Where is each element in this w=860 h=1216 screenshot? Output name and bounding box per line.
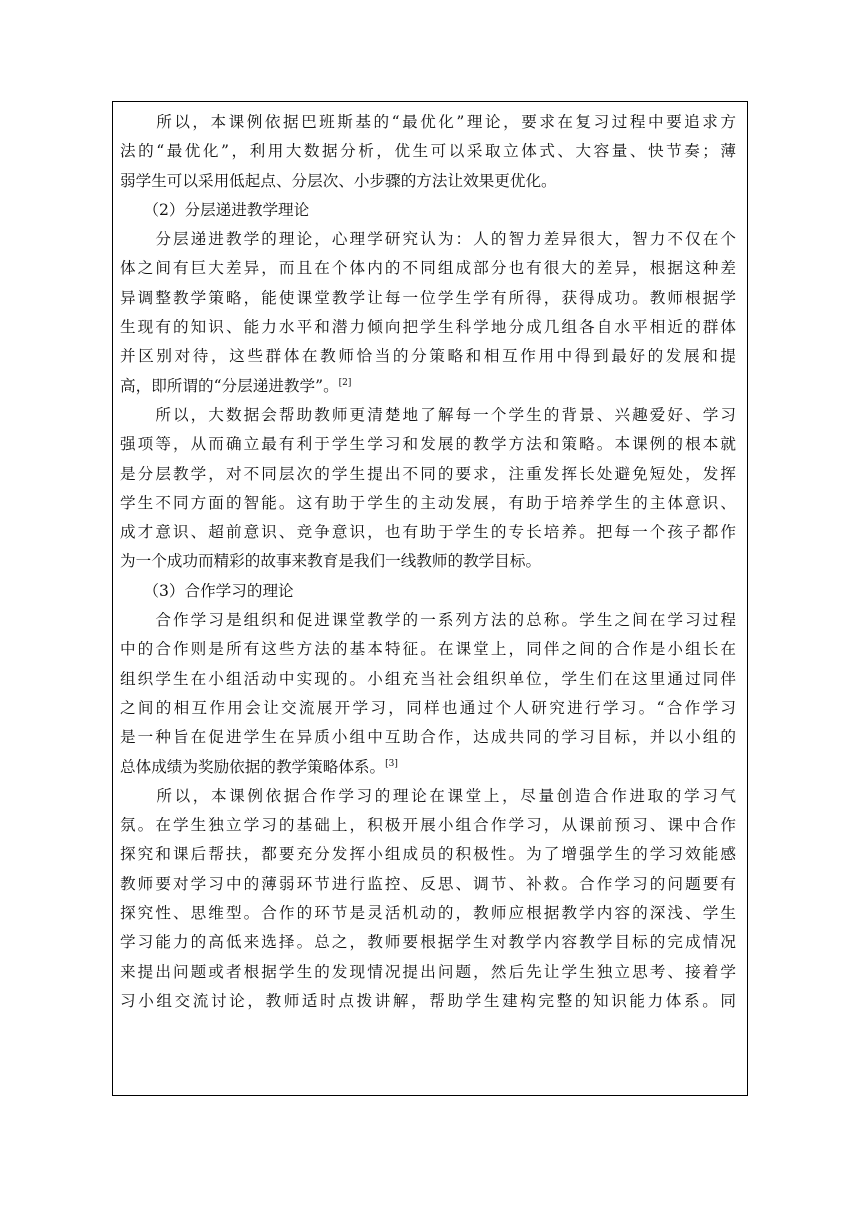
- text-line-content: 学生不同方面的智能。这有助于学生的主动发展，有助于培养学生的主体意识、: [120, 493, 736, 512]
- text-line: [120, 489, 736, 518]
- text-line-content: 氛。在学生独立学习的基础上，积极开展小组合作学习，从课前预习、课中合作: [120, 816, 736, 835]
- text-line: [120, 723, 736, 752]
- text-line: [120, 958, 736, 987]
- text-line: [120, 137, 736, 166]
- text-line: [120, 753, 736, 782]
- text-line: [120, 254, 736, 283]
- text-line-content: 之间的相互作用会让交流展开学习，同样也通过个人研究进行学习。“合作学习: [120, 698, 736, 717]
- text-line-content: （2）分层递进教学理论: [120, 200, 310, 219]
- citation-marker: [2]: [338, 377, 352, 388]
- text-line: [120, 899, 736, 928]
- text-line-content: 是分层教学，对不同层次的学生提出不同的要求，注重发挥长处避免短处，发挥: [120, 464, 736, 483]
- document-text: [120, 108, 736, 1016]
- text-line: [120, 782, 736, 811]
- text-line: [120, 987, 736, 1016]
- text-line-content: 并区别对待，这些群体在教师恰当的分策略和相互作用中得到最好的发展和提: [120, 347, 736, 366]
- text-line: [120, 225, 736, 254]
- text-line: [120, 928, 736, 957]
- text-line-content: 是一种旨在促进学生在异质小组中互助合作，达成共同的学习目标，并以小组的: [120, 728, 736, 747]
- text-line-content: 强项等，从而确立最有利于学生学习和发展的教学方法和策略。本课例的根本就: [120, 435, 736, 454]
- text-line: [120, 108, 736, 137]
- text-line: [120, 694, 736, 723]
- text-line-content: 为一个成功而精彩的故事来教育是我们一线教师的教学目标。: [120, 552, 542, 571]
- text-line: [120, 313, 736, 342]
- text-line: [120, 401, 736, 430]
- text-line: [120, 372, 736, 401]
- text-line: [120, 870, 736, 899]
- text-line-content: 探究和课后帮扶，都要充分发挥小组成员的积极性。为了增强学生的学习效能感: [120, 845, 736, 864]
- text-line-content: （3）合作学习的理论: [120, 581, 294, 600]
- text-line: [120, 167, 736, 196]
- text-line-content: 成才意识、超前意识、竞争意识，也有助于学生的专长培养。把每一个孩子都作: [120, 523, 736, 542]
- text-line-content: 来提出问题或者根据学生的发现情况提出问题，然后先让学生独立思考、接着学: [120, 962, 736, 981]
- text-line-content: 合作学习是组织和促进课堂教学的一系列方法的总称。学生之间在学习过程: [120, 611, 736, 630]
- text-line-content: 所以，本课例依据合作学习的理论在课堂上，尽量创造合作进取的学习气: [120, 786, 736, 805]
- text-line-content: 高，即所谓的“分层递进教学”。: [120, 376, 339, 395]
- text-line-content: 体之间有巨大差异，而且在个体内的不同组成部分也有很大的差异，根据这种差: [120, 259, 736, 278]
- text-line-content: 学习能力的高低来选择。总之，教师要根据学生对教学内容教学目标的完成情况: [120, 933, 736, 952]
- text-line-content: 探究性、思维型。合作的环节是灵活机动的，教师应根据教学内容的深浅、学生: [120, 904, 736, 923]
- text-line-content: 组织学生在小组活动中实现的。小组充当社会组织单位，学生们在这里通过同伴: [120, 669, 736, 688]
- text-line-content: 分层递进教学的理论，心理学研究认为：人的智力差异很大，智力不仅在个: [120, 230, 736, 249]
- text-line-content: 所以，本课例依据巴班斯基的“最优化”理论，要求在复习过程中要追求方: [120, 113, 736, 131]
- section-heading: [120, 577, 736, 606]
- text-line-content: 总体成绩为奖励依据的教学策略体系。: [120, 757, 386, 776]
- text-line-content: 生现有的知识、能力水平和潜力倾向把学生科学地分成几组各自水平相近的群体: [120, 318, 736, 337]
- text-line: [120, 460, 736, 489]
- text-line-content: 教师要对学习中的薄弱环节进行监控、反思、调节、补救。合作学习的问题要有: [120, 874, 736, 893]
- text-line-content: 中的合作则是所有这些方法的基本特征。在课堂上，同伴之间的合作是小组长在: [120, 640, 736, 659]
- text-line: [120, 518, 736, 547]
- text-line: [120, 284, 736, 313]
- section-heading: [120, 196, 736, 225]
- text-line-content: 所以，大数据会帮助教师更清楚地了解每一个学生的背景、兴趣爱好、学习: [120, 405, 736, 424]
- text-line-content: 异调整教学策略，能使课堂教学让每一位学生学有所得，获得成功。教师根据学: [120, 288, 736, 307]
- text-line: [120, 811, 736, 840]
- text-line-content: 法的“最优化”，利用大数据分析，优生可以采取立体式、大容量、快节奏；薄: [120, 142, 736, 161]
- text-line-content: 弱学生可以采用低起点、分层次、小步骤的方法让效果更优化。: [120, 171, 557, 190]
- text-line: [120, 635, 736, 664]
- text-line: [120, 342, 736, 371]
- text-line: [120, 665, 736, 694]
- text-line: [120, 606, 736, 635]
- text-line: [120, 547, 736, 576]
- citation-marker: [3]: [385, 758, 398, 769]
- text-line-content: 习小组交流讨论，教师适时点拨讲解，帮助学生建构完整的知识能力体系。同: [120, 991, 736, 1010]
- text-line: [120, 840, 736, 869]
- text-line: [120, 430, 736, 459]
